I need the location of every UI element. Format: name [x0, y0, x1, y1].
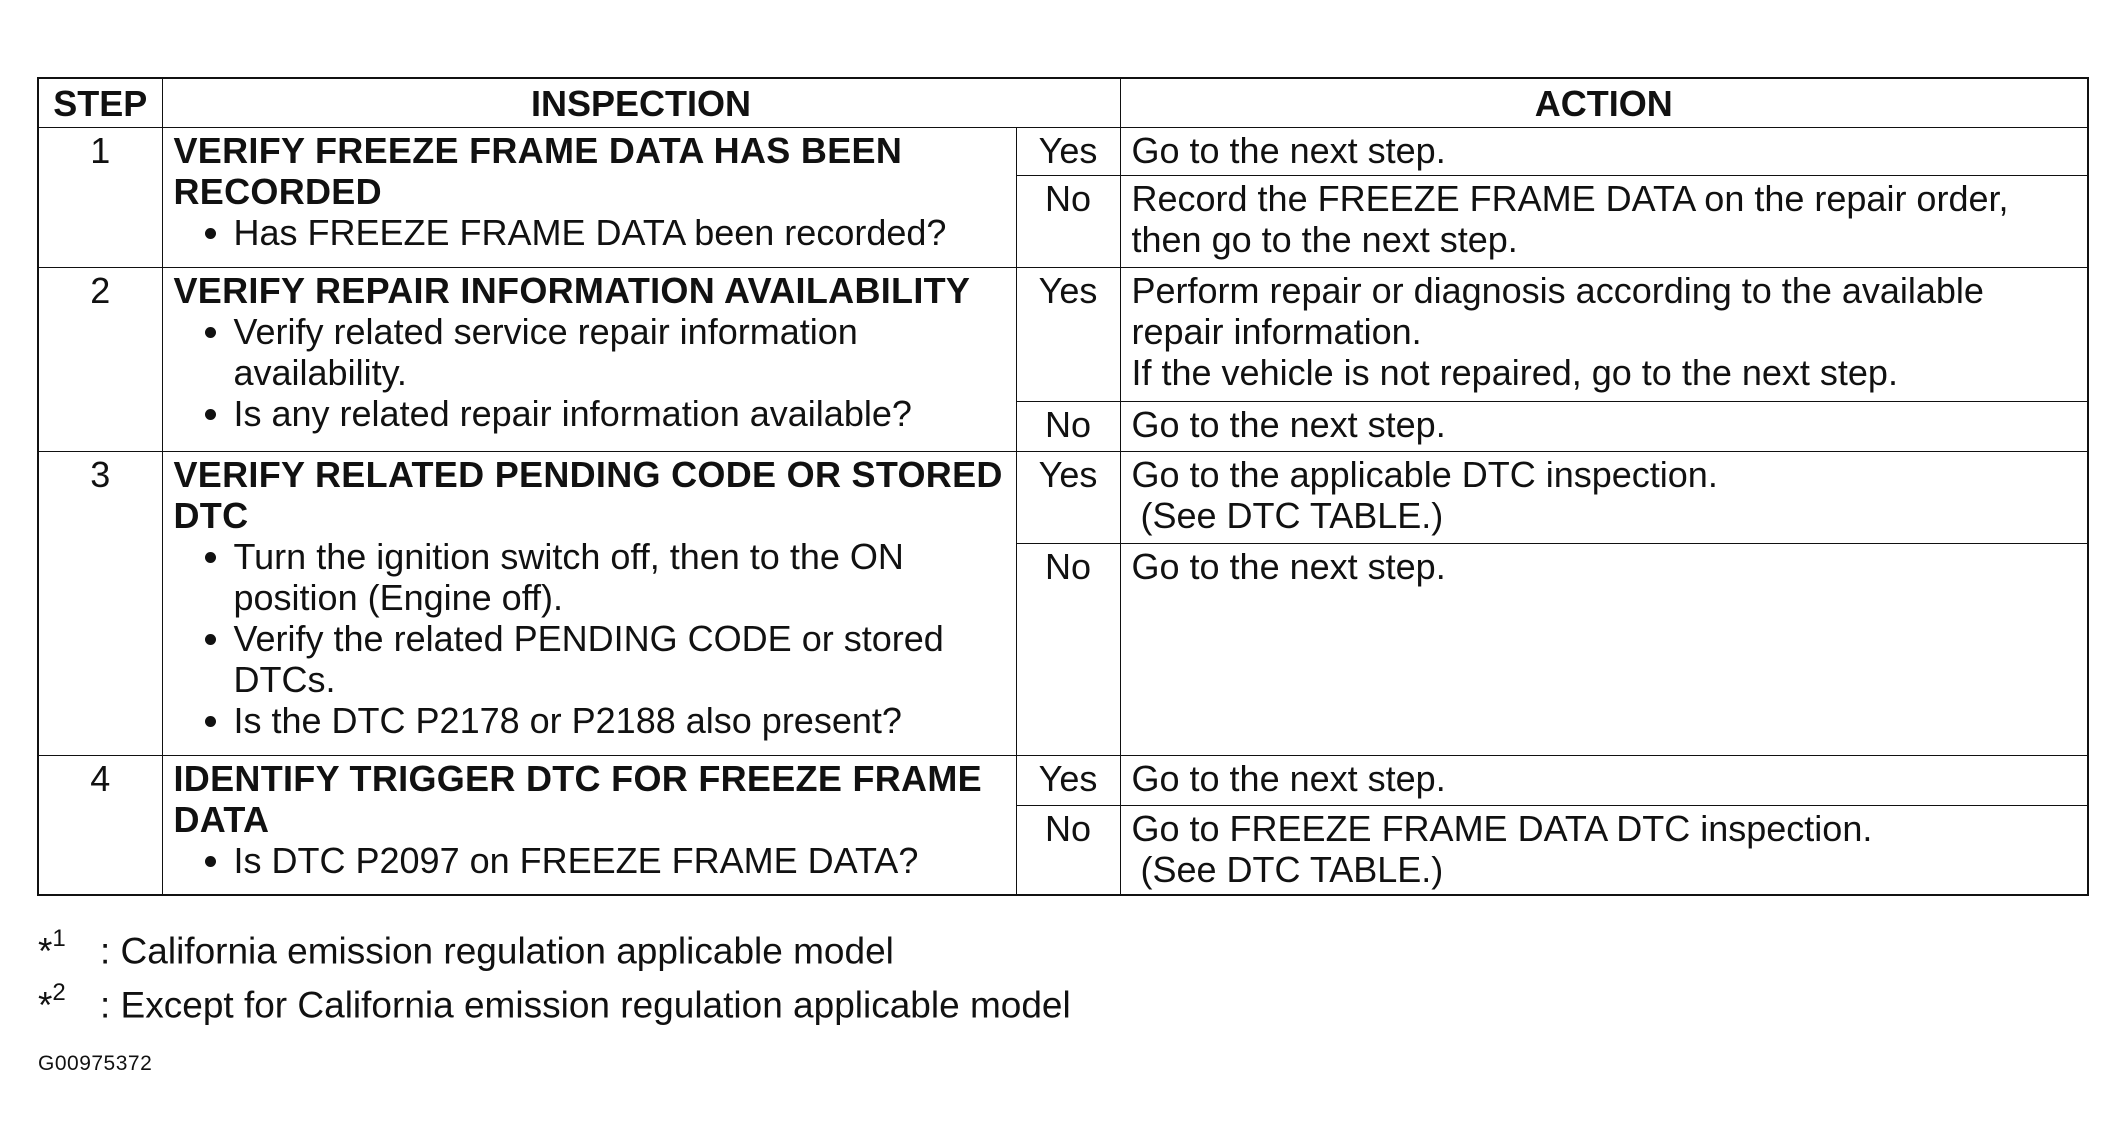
footnote-text: : California emission regulation applicable model: [100, 930, 894, 972]
answer-no: No: [1016, 544, 1120, 756]
inspection-cell: [162, 756, 1016, 896]
diagnostic-procedure-table: [37, 77, 2089, 896]
inspection-title: VERIFY REPAIR INFORMATION AVAILABILITY: [173, 270, 971, 311]
inspection-title: VERIFY RELATED PENDING CODE OR STORED DTC: [173, 454, 1003, 536]
action-no: [1120, 402, 2088, 452]
inspection-cell: [162, 128, 1016, 268]
inspection-title: VERIFY FREEZE FRAME DATA HAS BEEN RECORDED: [173, 130, 903, 212]
inspection-cell: [162, 452, 1016, 756]
action-line: Perform repair or diagnosis according to the available repair information.: [1131, 270, 1984, 352]
inspection-bullet: • Is any related repair information available?: [234, 393, 1005, 434]
action-line: Go to FREEZE FRAME DATA DTC inspection.: [1131, 808, 1873, 849]
action-line: Go to the next step.: [1131, 546, 1446, 587]
table-body: [38, 128, 2088, 896]
answer-no: No: [1016, 402, 1120, 452]
answer-yes: Yes: [1016, 128, 1120, 176]
footnotes: [38, 920, 1071, 1029]
step-number: 3: [38, 452, 162, 756]
action-yes: [1120, 128, 2088, 176]
inspection-bullet-list: [174, 840, 1005, 881]
footnote-text: : Except for California emission regulation applicable model: [100, 984, 1071, 1026]
inspection-cell: [162, 268, 1016, 452]
action-no: [1120, 544, 2088, 756]
inspection-title: IDENTIFY TRIGGER DTC FOR FREEZE FRAME DATA: [173, 758, 982, 840]
action-yes: [1120, 756, 2088, 806]
footnote-2: [38, 974, 1071, 1028]
header-step: STEP: [38, 78, 162, 128]
figure-id: G00975372: [38, 1052, 153, 1075]
answer-no: No: [1016, 806, 1120, 896]
action-line: Go to the next step.: [1131, 130, 1446, 171]
action-line: Go to the applicable DTC inspection.: [1131, 454, 1718, 495]
table-row: [38, 756, 2088, 806]
step-number: 4: [38, 756, 162, 896]
table-row: [38, 268, 2088, 402]
inspection-bullet-list: [174, 311, 1005, 434]
action-line: Record the FREEZE FRAME DATA on the repair order, then go to the next step.: [1131, 178, 2009, 260]
footnote-marker: *$^1$: [38, 925, 66, 972]
table-row: [38, 128, 2088, 176]
header-inspection: INSPECTION: [162, 78, 1120, 128]
action-line: (See DTC TABLE.): [1140, 495, 1444, 536]
inspection-bullet: • Verify the related PENDING CODE or stored DTCs.: [234, 618, 1005, 700]
action-yes: [1120, 268, 2088, 402]
action-line: Go to the next step.: [1131, 404, 1446, 445]
answer-yes: Yes: [1016, 268, 1120, 402]
action-line: Go to the next step.: [1131, 758, 1446, 799]
action-line: If the vehicle is not repaired, go to the next step.: [1131, 352, 1898, 393]
inspection-bullet: • Is DTC P2097 on FREEZE FRAME DATA?: [234, 840, 1005, 881]
action-line: (See DTC TABLE.): [1140, 849, 1444, 890]
answer-yes: Yes: [1016, 756, 1120, 806]
footnote-1: [38, 920, 1071, 974]
inspection-bullet: • Has FREEZE FRAME DATA been recorded?: [234, 212, 1005, 253]
table-header-row: [38, 78, 2088, 128]
inspection-bullet: • Is the DTC P2178 or P2188 also present?: [234, 700, 1005, 741]
action-no: [1120, 176, 2088, 268]
inspection-bullet: • Turn the ignition switch off, then to the ON position (Engine off).: [234, 536, 1005, 618]
header-action: ACTION: [1120, 78, 2088, 128]
step-number: 2: [38, 268, 162, 452]
inspection-bullet: • Verify related service repair information availability.: [234, 311, 1005, 393]
step-number: 1: [38, 128, 162, 268]
inspection-bullet-list: [174, 212, 1005, 253]
action-no: [1120, 806, 2088, 896]
answer-yes: Yes: [1016, 452, 1120, 544]
footnote-marker: *$^2$: [38, 979, 66, 1026]
answer-no: No: [1016, 176, 1120, 268]
action-yes: [1120, 452, 2088, 544]
table-row: [38, 452, 2088, 544]
inspection-bullet-list: [174, 536, 1005, 741]
